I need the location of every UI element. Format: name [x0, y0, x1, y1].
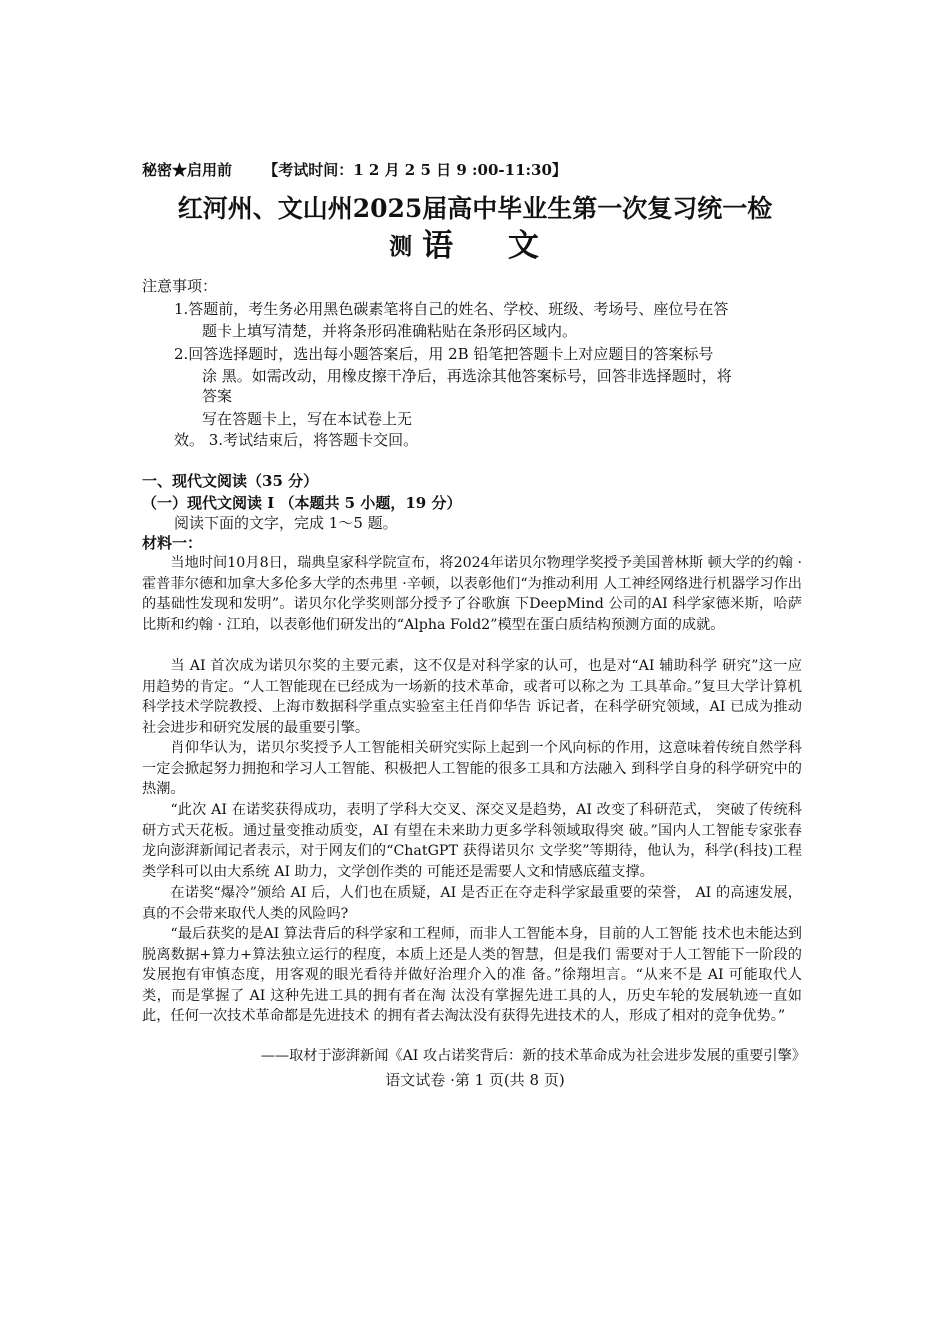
notice-line: 写在答题卡上，写在本试卷上无 — [202, 410, 413, 428]
notice-line: 涂 黑。如需改动，用橡皮擦干净后，再选涂其他答案标号，回答非选择题时，将 — [202, 367, 732, 385]
section-title: 一、现代文阅读（35 分） — [142, 472, 319, 490]
source-citation: ——取材于澎湃新闻《AI 攻占诺奖背后：新的技术革命成为社会进步发展的重要引擎》 — [260, 1048, 806, 1064]
section-subtitle: （一）现代文阅读 I （本题共 5 小题，19 分） — [142, 494, 462, 512]
notice-line: 1.答题前，考生务必用黑色碳素笔将自己的姓名、学校、班级、考场号、座位号在答 — [174, 300, 729, 318]
material-label: 材料一： — [142, 534, 203, 552]
notice-line: 2.回答选择题时，选出每小题答案后，用 2B 铅笔把答题卡上对应题目的答案标号 — [174, 345, 714, 363]
exam-title: 红河州、文山州2025届高中毕业生第一次复习统一检 — [177, 194, 773, 223]
paragraph: 在诺奖“爆冷”颁给 AI 后，人们也在质疑，AI 是否正在夺走科学家最重要的荣誉， AI 的高速发展，真的不会带来取代人类的风险吗? — [142, 885, 802, 922]
notice-line: 效。 3.考试结束后，将答题卡交回。 — [174, 431, 419, 449]
subject-title — [0, 228, 950, 264]
paragraph: 当地时间10月8日，瑞典皇家科学院宣布，将2024年诺贝尔物理学奖授予美国普林斯 顿大学的约翰 ·霍普菲尔德和加拿大多伦多大学的杰弗里 ·辛顿，以表彰他们“为推动利用 人工神经网络进行机器学习作出的基础性发现和发明”。诺贝尔化学奖则部分授予了谷歌旗 下DeepMind 公司的AI 科学家德米斯，哈萨比斯和约翰 · 江珀，以表彰他们研发出的“Alpha Fold2”模型在蛋白质结构预测方面的成就。 — [142, 555, 802, 633]
paragraph: “此次 AI 在诺奖获得成功，表明了学科大交叉、深交叉是趋势，AI 改变了科研范式， 突破了传统科研方式天花板。通过量变推动质变，AI 有望在未来助力更多学科领域取得突 破。”国内人工智能专家张春龙向澎湃新闻记者表示，对于网友们的“ChatGPT 获得诺贝尔 文学奖”等期待，他认为，科学(科技)工程类学科可以由大系统 AI 助力，文学创作类的 可能还是需要人文和情感底蕴支撑。 — [142, 802, 802, 880]
secret-label: 秘密★启用前 — [142, 161, 233, 179]
paragraph: 当 AI 首次成为诺贝尔奖的主要元素，这不仅是对科学家的认可，也是对“AI 辅助科学 研究”这一应用趋势的肯定。“人工智能现在已经成为一场新的技术革命，或者可以称之为 工具革命。”复旦大学计算机科学技术学院教授、上海市数据科学重点实验室主任肖仰华告 诉记者，在科学研究领域，AI 已成为推动社会进步和研究发展的最重要引擎。 — [142, 658, 802, 736]
paragraph: “最后获奖的是AI 算法背后的科学家和工程师，而非人工智能本身，目前的人工智能 技术也未能达到脱离数据+算力+算法独立运行的程度，本质上还是人类的智慧，但是我们 需要对于人工智能下一阶段的发展抱有审慎态度，用客观的眼光看待并做好治理介入的准 备。”徐翔坦言。“从来不是 AI 可能取代人类，而是掌握了 AI 这种先进工具的拥有者在淘 汰没有掌握先进工具的人，历史车轮的发展轨迹一直如此，任何一次技术革命都是先进技术 的拥有者去淘汰没有获得先进技术的人，形成了相对的竞争优势。” — [142, 926, 802, 1024]
instruction: 阅读下面的文字，完成 1～5 题。 — [174, 514, 398, 532]
notice-line: 题卡上填写清楚，并将条形码准确粘贴在条形码区域内。 — [202, 322, 578, 340]
subject-prefix: 测 — [389, 233, 413, 260]
notice-heading: 注意事项： — [142, 277, 218, 295]
header-line — [142, 160, 593, 180]
exam-time: 【考试时间：1 2 月 2 5 日 9 :00-11:30】 — [263, 161, 567, 179]
subject-name: 语 文 — [422, 228, 561, 264]
notice-line: 答案 — [202, 387, 233, 405]
page-footer: 语文试卷 ·第 1 页(共 8 页) — [385, 1071, 565, 1089]
paragraph: 肖仰华认为，诺贝尔奖授予人工智能相关研究实际上起到一个风向标的作用，这意味着传统自然学科一定会掀起努力拥抱和学习人工智能、积极把人工智能的很多工具和方法融入 到科学自身的科学研究中的热潮。 — [142, 740, 802, 797]
